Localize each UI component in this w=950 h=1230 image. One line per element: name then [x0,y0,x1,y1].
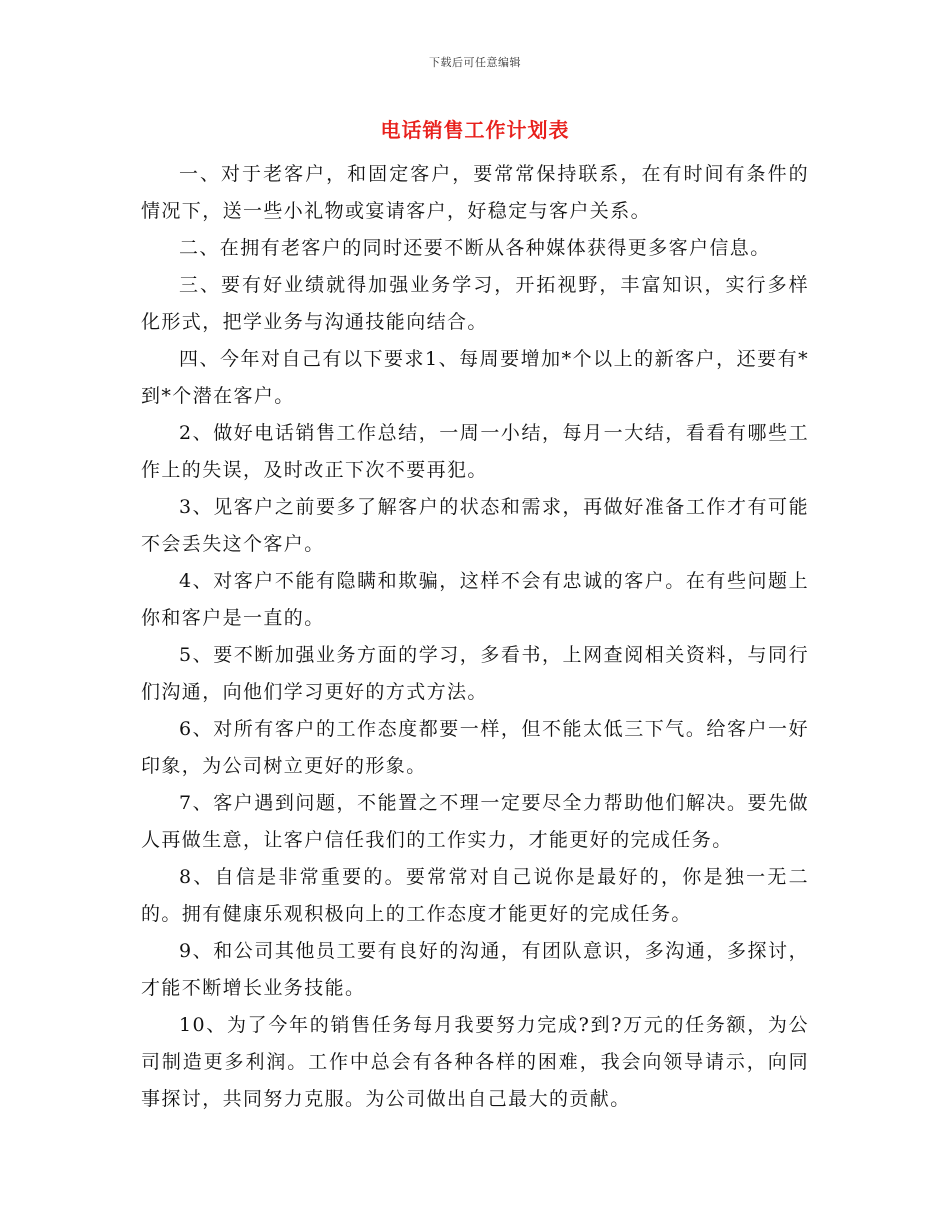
paragraph-6: 3、见客户之前要多了解客户的状态和需求，再做好准备工作才有可能不会丢失这个客户。 [141,496,809,555]
paragraph-8: 5、要不断加强业务方面的学习，多看书，上网查阅相关资料，与同行们沟通，向他们学习更好的方式方法。 [141,644,809,703]
paragraph-4: 四、今年对自己有以下要求1、每周要增加*个以上的新客户，还要有*到*个潜在客户。 [141,348,809,407]
paragraph-13: 10、为了今年的销售任务每月我要努力完成?到?万元的任务额，为公司制造更多利润。工作中总会有各种各样的困难，我会向领导请示，向同事探讨，共同努力克服。为公司做出自己最大的贡献。 [141,1014,809,1110]
paragraph-1: 一、对于老客户，和固定客户，要常常保持联系，在有时间有条件的情况下，送一些小礼物或宴请客户，好稳定与客户关系。 [141,163,809,222]
paragraph-12: 9、和公司其他员工要有良好的沟通，有团队意识，多沟通，多探讨，才能不断增长业务技能。 [141,940,809,999]
document-title: 电话销售工作计划表 [380,118,570,142]
header-note: 下载后可任意编辑 [429,56,521,69]
paragraph-10: 7、客户遇到问题，不能置之不理一定要尽全力帮助他们解决。要先做人再做生意，让客户信任我们的工作实力，才能更好的完成任务。 [141,792,809,851]
paragraph-5: 2、做好电话销售工作总结，一周一小结，每月一大结，看看有哪些工作上的失误，及时改正下次不要再犯。 [141,422,809,481]
paragraph-11: 8、自信是非常重要的。要常常对自己说你是最好的，你是独一无二的。拥有健康乐观积极向上的工作态度才能更好的完成任务。 [141,866,809,925]
paragraph-7: 4、对客户不能有隐瞒和欺骗，这样不会有忠诚的客户。在有些问题上你和客户是一直的。 [141,570,809,629]
paragraph-3: 三、要有好业绩就得加强业务学习，开拓视野，丰富知识，实行多样化形式，把学业务与沟通技能向结合。 [141,274,809,333]
document-body [141,156,809,1118]
paragraph-9: 6、对所有客户的工作态度都要一样，但不能太低三下气。给客户一好印象，为公司树立更好的形象。 [141,718,809,777]
paragraph-2: 二、在拥有老客户的同时还要不断从各种媒体获得更多客户信息。 [179,237,771,259]
